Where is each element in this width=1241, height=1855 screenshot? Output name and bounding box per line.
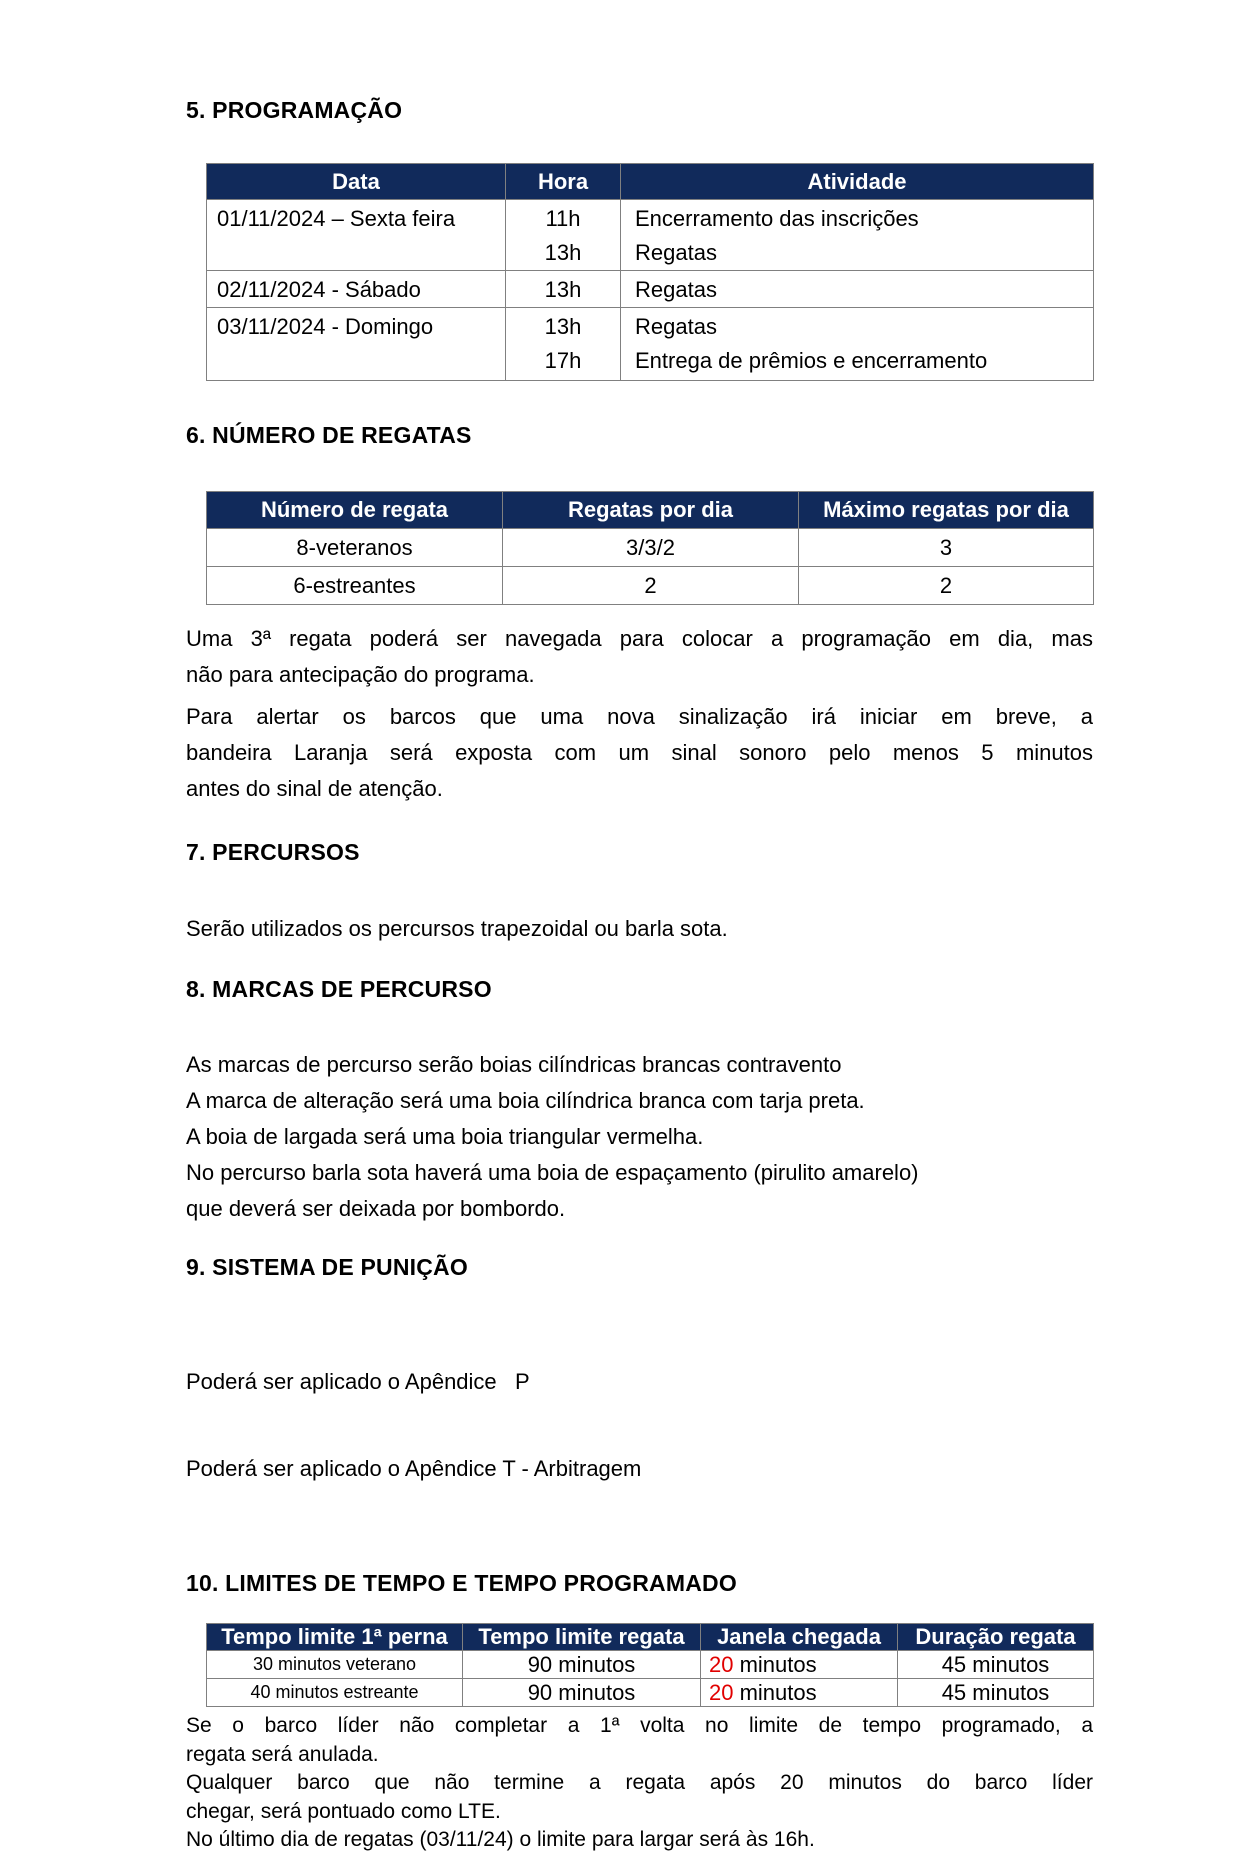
activity-entry: Encerramento das inscrições [635, 206, 919, 231]
table-header-row [207, 164, 1094, 200]
hour-entry: 13h [544, 240, 582, 265]
column-header-data: Data [207, 164, 506, 200]
text-line: Serão utilizados os percursos trapezoidal ou barla sota. [186, 916, 728, 941]
hour-entry: 13h [544, 277, 582, 302]
cell-tempo-regata: 90 minutos [463, 1679, 701, 1707]
paragraph-limites-regras [186, 1712, 1093, 1855]
cell-tempo-regata: 90 minutos [463, 1651, 701, 1679]
table-header-row [207, 1624, 1094, 1651]
section-title-marcas: 8. MARCAS DE PERCURSO [186, 976, 492, 1002]
cell-regatas-dia: 2 [503, 567, 799, 605]
janela-minutes-value: 20 [709, 1651, 734, 1677]
column-header-hora: Hora [506, 164, 621, 200]
hour-entry: 11h [545, 206, 581, 231]
cell-hours [506, 200, 621, 271]
text-line: antes do sinal de atenção. [186, 776, 443, 801]
column-header-regatas-dia: Regatas por dia [503, 492, 799, 529]
text-line: não para antecipação do programa. [186, 662, 535, 687]
cell-activities [621, 308, 1094, 381]
cell-duracao: 45 minutos [898, 1679, 1094, 1707]
text-line: As marcas de percurso serão boias cilíndricas brancas contravento [186, 1052, 842, 1077]
column-header-janela: Janela chegada [701, 1624, 898, 1651]
text-line: regata será anulada. [186, 1742, 379, 1766]
activity-entry: Regatas [635, 314, 717, 339]
cell-classe: 6-estreantes [207, 567, 503, 605]
cell-activities [621, 271, 1094, 308]
section-title-programacao: 5. PROGRAMAÇÃO [186, 97, 403, 123]
table-row [207, 1651, 1094, 1679]
cell-hours [506, 271, 621, 308]
table-header-row [207, 492, 1094, 529]
text-line: Qualquer barco que não termine a regata após 20 minutos do barco líder [186, 1771, 1093, 1794]
janela-minutes-unit: minutos [733, 1679, 817, 1705]
table-programacao [206, 163, 1094, 381]
cell-tempo-perna: 30 minutos veterano [207, 1651, 463, 1679]
table-row [207, 567, 1094, 605]
text-line: Se o barco líder não completar a 1ª volta no limite de tempo programado, a [186, 1714, 1093, 1737]
table-numero-regatas [206, 491, 1094, 605]
column-header-duracao: Duração regata [898, 1624, 1094, 1651]
paragraph-percursos [186, 911, 1093, 947]
cell-classe: 8-veteranos [207, 529, 503, 567]
cell-date: 01/11/2024 – Sexta feira [207, 200, 506, 271]
column-header-maximo: Máximo regatas por dia [799, 492, 1094, 529]
cell-regatas-dia: 3/3/2 [503, 529, 799, 567]
paragraph-terceira-regata [186, 621, 1093, 693]
hour-entry: 13h [544, 314, 582, 339]
activity-entry: Regatas [635, 277, 717, 302]
cell-janela [701, 1679, 898, 1707]
hour-entry: 17h [544, 348, 582, 373]
section-title-limites: 10. LIMITES DE TEMPO E TEMPO PROGRAMADO [186, 1570, 737, 1596]
section-title-numero-regatas: 6. NÚMERO DE REGATAS [186, 422, 472, 448]
table-row [207, 308, 1094, 381]
cell-hours [506, 308, 621, 381]
cell-activities [621, 200, 1094, 271]
janela-minutes-value: 20 [709, 1679, 734, 1705]
table-limites-tempo [206, 1623, 1094, 1707]
cell-maximo: 2 [799, 567, 1094, 605]
text-line: Uma 3ª regata poderá ser navegada para colocar a programação em dia, mas [186, 626, 1093, 651]
document-content [186, 0, 1093, 1855]
text-line: bandeira Laranja será exposta com um sinal sonoro pelo menos 5 minutos [186, 740, 1093, 765]
table-row [207, 1679, 1094, 1707]
paragraph-punicao [186, 1309, 1093, 1541]
text-line: A marca de alteração será uma boia cilíndrica branca com tarja preta. [186, 1088, 865, 1113]
column-header-tempo-perna: Tempo limite 1ª perna [207, 1624, 463, 1651]
text-line: chegar, será pontuado como LTE. [186, 1799, 501, 1823]
column-header-atividade: Atividade [621, 164, 1094, 200]
section-title-punicao: 9. SISTEMA DE PUNIÇÃO [186, 1254, 468, 1280]
cell-tempo-perna: 40 minutos estreante [207, 1679, 463, 1707]
activity-entry: Entrega de prêmios e encerramento [635, 348, 988, 373]
table-row [207, 271, 1094, 308]
table-row [207, 200, 1094, 271]
text-line: Poderá ser aplicado o Apêndice T - Arbitragem [186, 1456, 642, 1481]
cell-duracao: 45 minutos [898, 1651, 1094, 1679]
text-line: No último dia de regatas (03/11/24) o limite para largar será às 16h. [186, 1828, 815, 1851]
text-line: que deverá ser deixada por bombordo. [186, 1196, 566, 1221]
text-line: Para alertar os barcos que uma nova sinalização irá iniciar em breve, a [186, 704, 1093, 729]
cell-date: 03/11/2024 - Domingo [207, 308, 506, 381]
cell-date: 02/11/2024 - Sábado [207, 271, 506, 308]
text-line: No percurso barla sota haverá uma boia de espaçamento (pirulito amarelo) [186, 1160, 919, 1185]
janela-minutes-unit: minutos [733, 1651, 817, 1677]
text-line: A boia de largada será uma boia triangular vermelha. [186, 1124, 704, 1149]
text-line: Poderá ser aplicado o Apêndice P [186, 1369, 530, 1394]
column-header-numero: Número de regata [207, 492, 503, 529]
column-header-tempo-regata: Tempo limite regata [463, 1624, 701, 1651]
paragraph-marcas [186, 1047, 1093, 1227]
cell-maximo: 3 [799, 529, 1094, 567]
cell-janela [701, 1651, 898, 1679]
section-title-percursos: 7. PERCURSOS [186, 839, 360, 865]
paragraph-bandeira-laranja [186, 699, 1093, 807]
table-row [207, 529, 1094, 567]
activity-entry: Regatas [635, 240, 717, 265]
